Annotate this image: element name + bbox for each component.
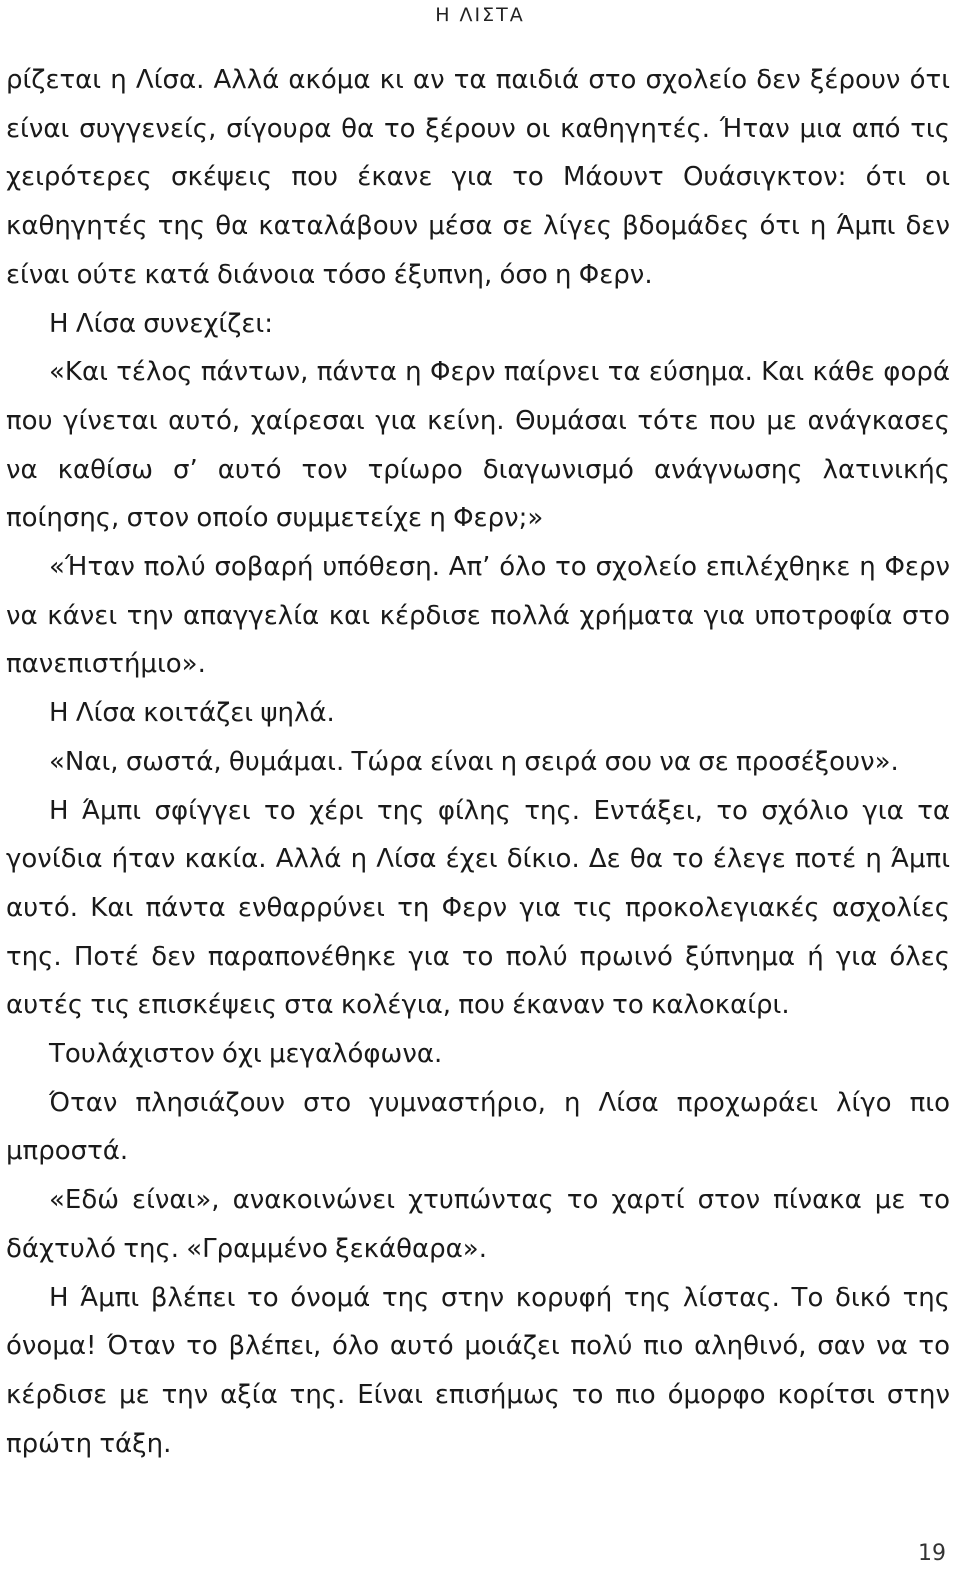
running-head-title: Η ΛΙΣΤΑ [435, 4, 525, 26]
paragraph: Η Λίσα συνεχίζει: [49, 308, 273, 339]
paragraph: «Και τέλος πάντων, πάντα η Φερν παίρνει τα εύσημα. Και κάθε φορά που γίνεται αυτό, χαίρεσαι για κείνη. Θυμάσαι τότε που με ανάγκασες να καθίσω σ’ αυτό τον τρίωρο διαγωνισμό ανάγνωσης λατινικής ποίησης, στον οποίο συμμετείχε η Φερν;» [6, 357, 950, 534]
paragraph: Η Άμπι βλέπει το όνομά της στην κορυφή της λίστας. Το δικό της όνομα! Όταν το βλέπει, όλο αυτό μοιάζει πολύ πιο αληθινό, σαν να το κέρδισε με την αξία της. Είναι επισήμως το πιο όμορφο κορίτσι στην πρώτη τάξη. [6, 1282, 950, 1459]
paragraph: Όταν πλησιάζουν στο γυμναστήριο, η Λίσα προχωράει λίγο πιο μπροστά. [6, 1087, 950, 1167]
paragraph: «Ήταν πολύ σοβαρή υπόθεση. Απ’ όλο το σχολείο επιλέχθηκε η Φερν να κάνει την απαγγελία και κέρδισε πολλά χρήματα για υποτροφία στο πανεπιστήμιο». [6, 552, 950, 680]
paragraph: «Εδώ είναι», ανακοινώνει χτυπώντας το χαρτί στον πίνακα με το δάχτυλό της. «Γραμμένο ξεκάθαρα». [6, 1185, 950, 1264]
paragraph: «Ναι, σωστά, θυμάμαι. Τώρα είναι η σειρά σου να σε προσέξουν». [49, 746, 899, 777]
page-body [6, 56, 950, 1468]
paragraph: Η Άμπι σφίγγει το χέρι της φίλης της. Εντάξει, το σχόλιο για τα γονίδια ήταν κακία. Αλλά η Λίσα έχει δίκιο. Δε θα το έλεγε ποτέ η Άμπι αυτό. Και πάντα ενθαρρύνει τη Φερν για τις προκολεγιακές ασχολίες της. Ποτέ δεν παραπονέθηκε για το πολύ πρωινό ξύπνημα ή για όλες αυτές τις επισκέψεις στα κολέγια, που έκαναν το καλοκαίρι. [6, 795, 950, 1021]
page-number: 19 [918, 1541, 946, 1566]
paragraph: ρίζεται η Λίσα. Αλλά ακόμα κι αν τα παιδιά στο σχολείο δεν ξέρουν ότι είναι συγγενείς, σίγουρα θα το ξέρουν οι καθηγητές. Ήταν μια από τις χειρότερες σκέψεις που έκανε για το Μάουντ Ουάσιγκτον: ότι οι καθηγητές της θα καταλάβουν μέσα σε λίγες βδομάδες ότι η Άμπι δεν είναι ούτε κατά διάνοια τόσο έξυπνη, όσο η Φερν. [6, 65, 950, 290]
paragraph: Η Λίσα κοιτάζει ψηλά. [49, 698, 335, 729]
paragraph: Τουλάχιστον όχι μεγαλόφωνα. [49, 1039, 443, 1070]
